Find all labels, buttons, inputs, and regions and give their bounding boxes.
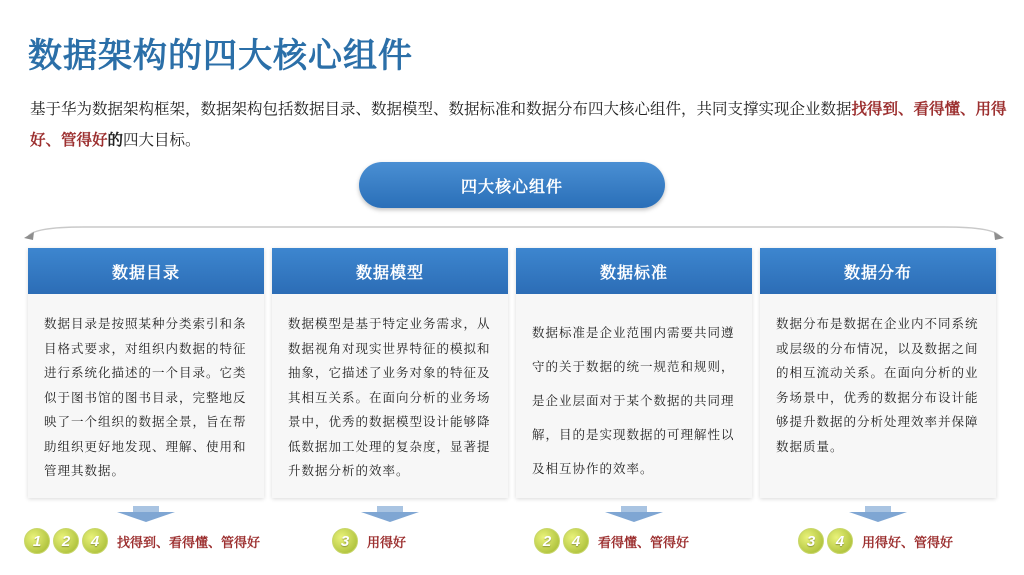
- down-arrow-icon: [847, 506, 909, 522]
- intro-text-end: 四大目标。: [123, 132, 201, 149]
- number-badge: 4: [827, 528, 853, 554]
- card-header: 数据模型: [272, 248, 508, 294]
- goal-row-model: [332, 526, 406, 556]
- intro-text: 基于华为数据架构框架，数据架构包括数据目录、数据模型、数据标准和数据分布四大核心组件，共同支撑实现企业数据: [30, 101, 852, 118]
- intro-highlight: 找得到、看得懂、用得好、管得好: [30, 101, 1007, 149]
- card-header: 数据标准: [516, 248, 752, 294]
- card-data-catalog: [28, 248, 264, 498]
- goal-row-standard: [534, 526, 689, 556]
- down-arrow-icon: [359, 506, 421, 522]
- card-data-distribution: [760, 248, 996, 498]
- number-badge: 2: [53, 528, 79, 554]
- intro-bold-suffix: 的: [107, 132, 124, 149]
- card-data-standard: [516, 248, 752, 498]
- goal-text: 用得好、管得好: [862, 534, 954, 550]
- card-body: 数据标准是企业范围内需要共同遵守的关于数据的统一规范和规则，是企业层面对于某个数据的共同理解，目的是实现数据的可理解性以及相互协作的效率。: [532, 326, 735, 476]
- number-badge: 3: [798, 528, 824, 554]
- card-body: 数据模型是基于特定业务需求，从数据视角对现实世界特征的模拟和抽象，它描述了业务对象的特征及其相互关系。在面向分析的业务场景中，优秀的数据模型设计能够降低数据加工处理的复杂度，显著提升数据分析的效率。: [288, 317, 491, 478]
- card-header: 数据分布: [760, 248, 996, 294]
- number-badge: 1: [24, 528, 50, 554]
- number-badge: 4: [563, 528, 589, 554]
- number-badge: 3: [332, 528, 358, 554]
- goal-row-catalog: [24, 526, 260, 556]
- number-badge: 4: [82, 528, 108, 554]
- down-arrow-icon: [603, 506, 665, 522]
- intro-paragraph: [30, 94, 1010, 156]
- card-body: 数据分布是数据在企业内不同系统或层级的分布情况，以及数据之间的相互流动关系。在面向分析的业务场景中，优秀的数据分布设计能够提升数据的分析处理效率并保障数据质量。: [776, 317, 979, 454]
- card-header: 数据目录: [28, 248, 264, 294]
- down-arrow-icon: [115, 506, 177, 522]
- goal-row-distribution: [798, 526, 953, 556]
- card-data-model: [272, 248, 508, 498]
- page-title: 数据架构的四大核心组件: [28, 37, 413, 75]
- core-components-pill: 四大核心组件: [359, 162, 665, 208]
- number-badge: 2: [534, 528, 560, 554]
- goal-text: 用得好: [367, 534, 407, 550]
- card-body: 数据目录是按照某种分类索引和条目格式要求，对组织内数据的特征进行系统化描述的一个目录。它类似于图书馆的图书目录，完整地反映了一个组织的数据全景，旨在帮助组织更好地发现、理解、使用和管理其数据。: [44, 317, 247, 478]
- goal-text: 找得到、看得懂、管得好: [117, 534, 261, 550]
- goal-text: 看得懂、管得好: [598, 534, 690, 550]
